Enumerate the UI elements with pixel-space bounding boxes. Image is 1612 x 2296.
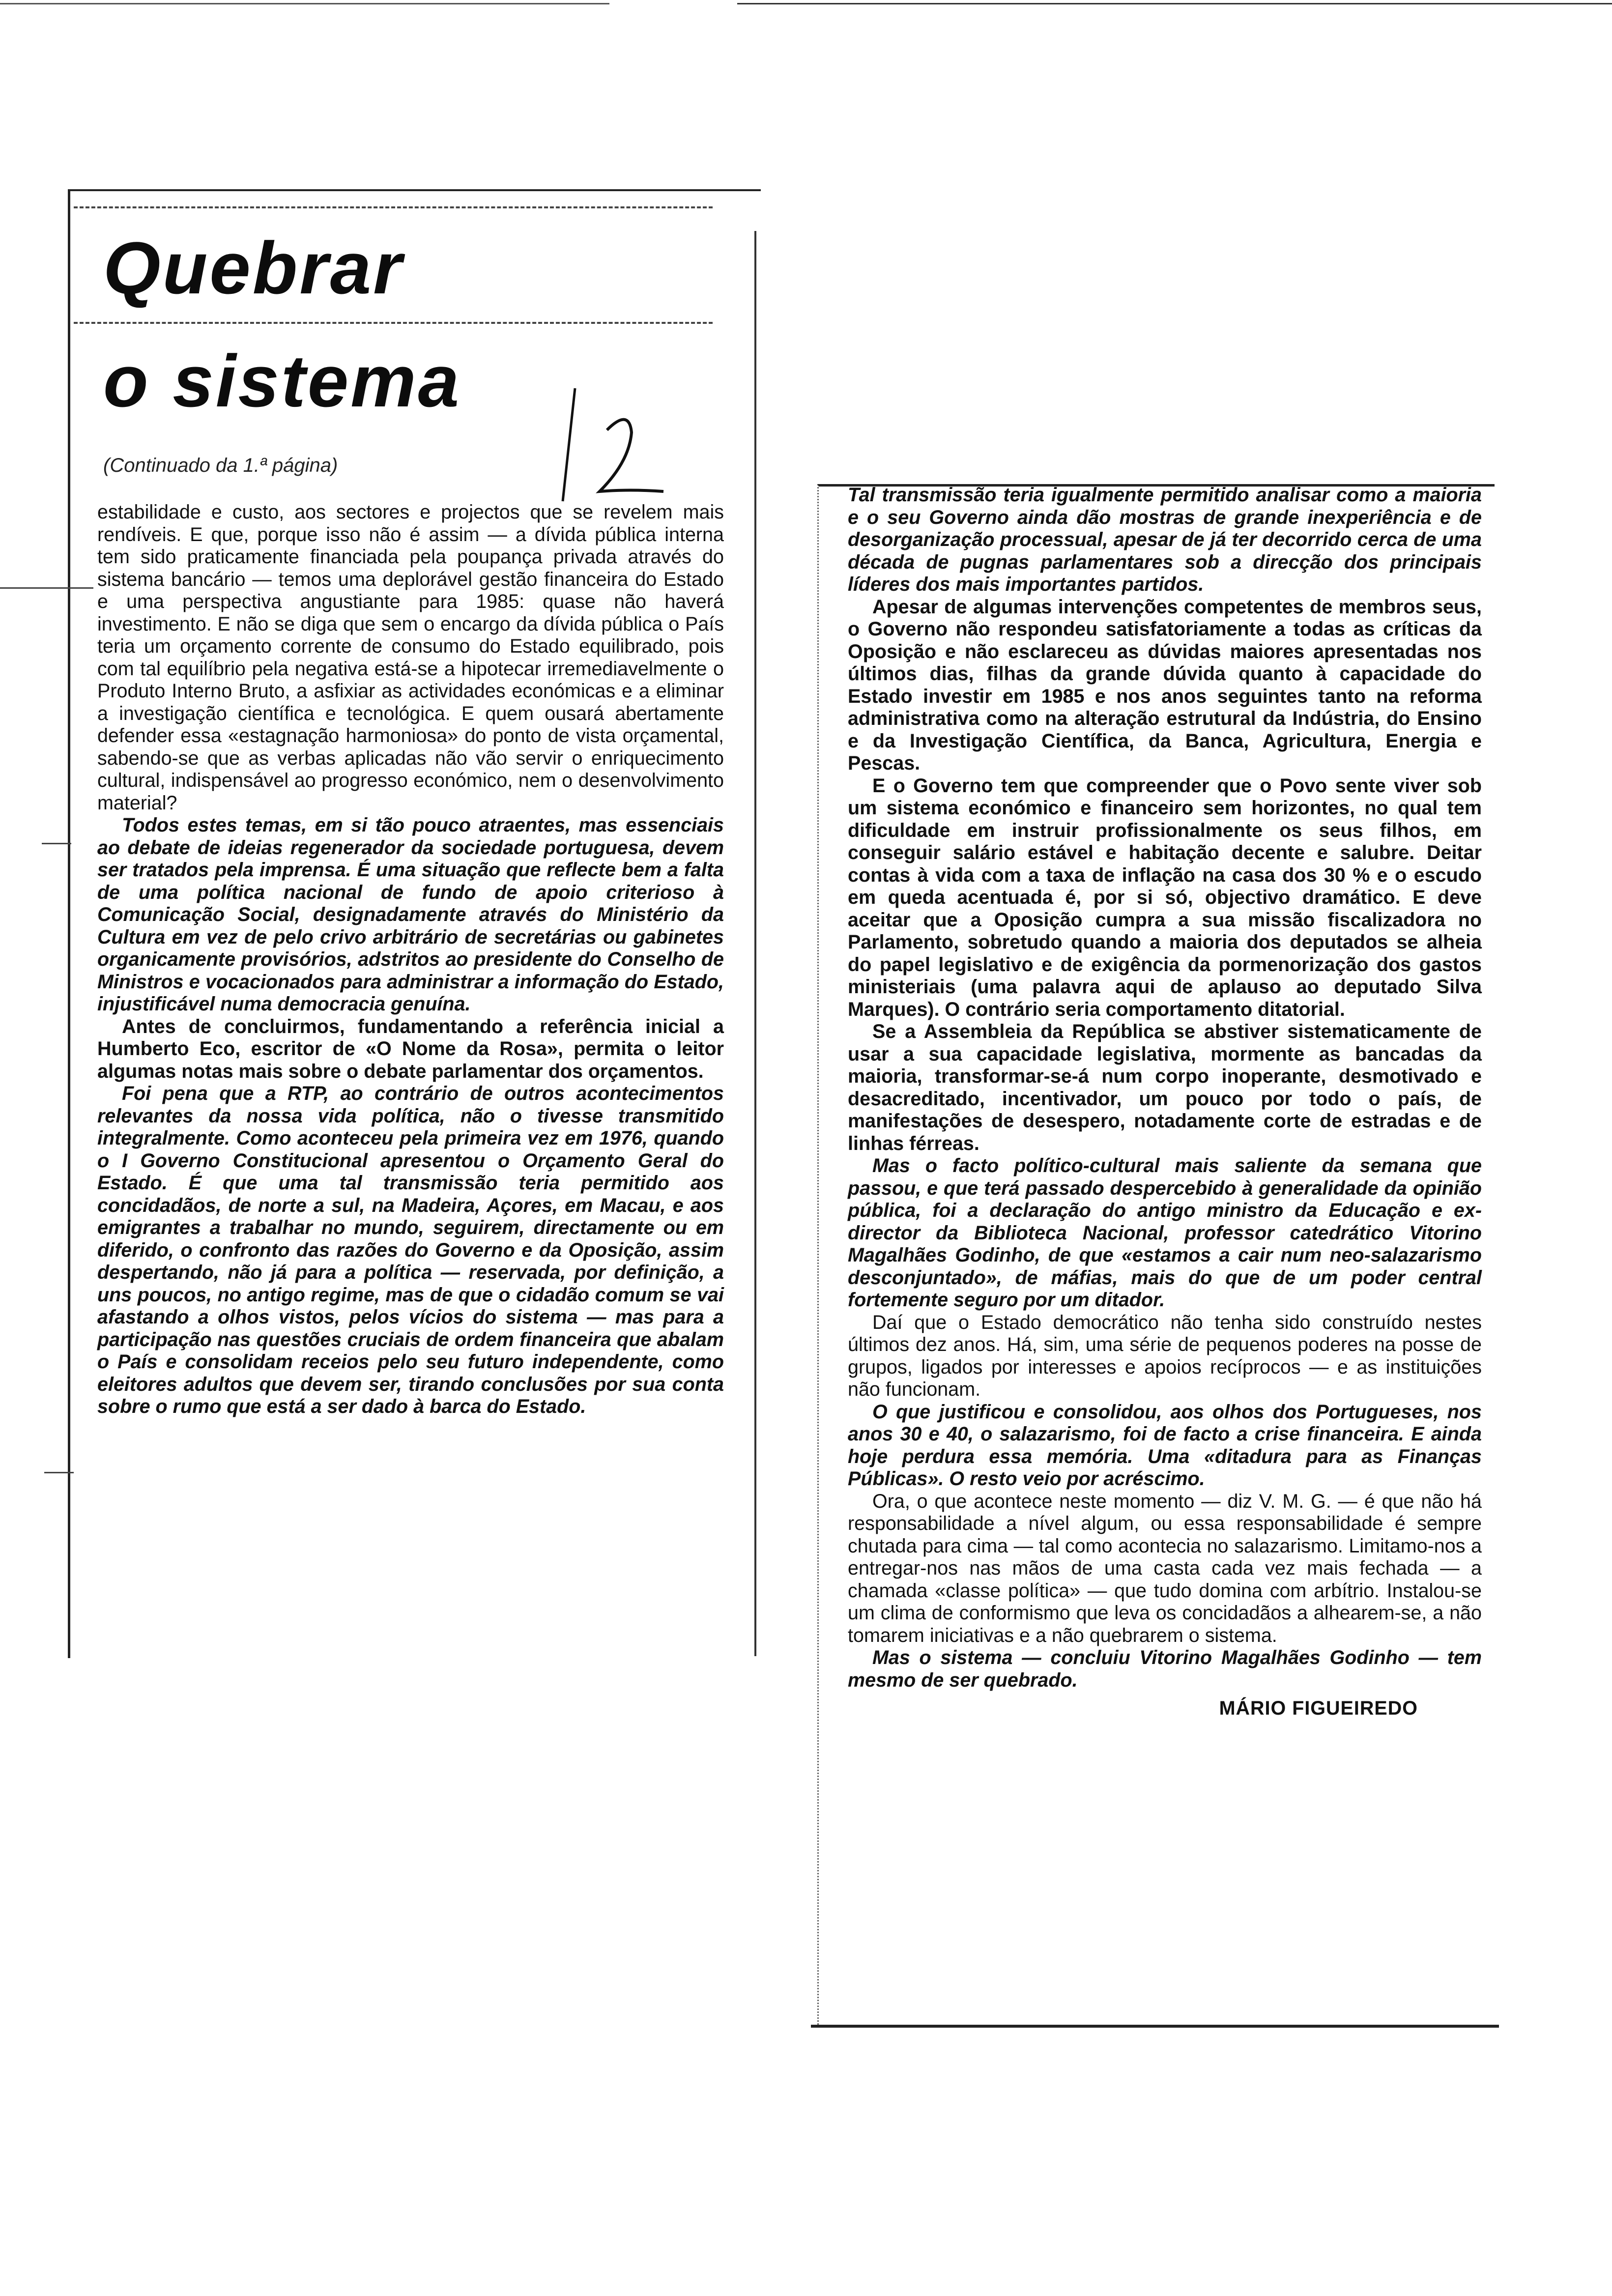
paragraph: Apesar de algumas intervenções competentes de membros seus, o Governo não respondeu satisfatoriamente a todas as críticas da Oposição e não esclareceu as dúvidas maiores apresentadas nos últimos dias, filhas da grande dúvida quanto à capacidade do Estado investir em 1985 e nos anos seguintes tanto na reforma administrativa como na alteração estrutural da Indústria, do Ensino e da Investigação Científica, da Banca, Agricultura, Energia e Pescas. [848, 596, 1482, 774]
right-article-column [848, 484, 1482, 1720]
right-clipping-bottom-rule [811, 2025, 1499, 2028]
paragraph: Mas o sistema — concluiu Vitorino Magalhães Godinho — tem mesmo de ser quebrado. [848, 1647, 1482, 1691]
paragraph: Antes de concluirmos, fundamentando a referência inicial a Humberto Eco, escritor de «O Nome da Rosa», permita o leitor algumas notas mais sobre o debate parlamentar dos orçamentos. [97, 1015, 724, 1082]
scan-top-rule-left [0, 3, 609, 4]
paragraph: O que justificou e consolidou, aos olhos dos Portugueses, nos anos 30 e 40, o salazarismo, foi de facto a crise financeira. E ainda hoje perdura essa memória. Uma «ditadura para as Finanças Públicas». O resto veio por acréscimo. [848, 1401, 1482, 1490]
paragraph: estabilidade e custo, aos sectores e projectos que se revelem mais rendíveis. E que, porque isso não é assim — a dívida pública interna tem sido praticamente financiada pela poupança privada através do sistema bancário — temos uma deplorável gestão financeira do Estado e uma perspectiva angustiante para 1985: quase não haverá investimento. E não se diga que sem o encargo da dívida pública o País teria um orçamento corrente de consumo do Estado equilibrado, pois com tal equilíbrio pela negativa está-se a hipotecar irremediavelmente o Produto Interno Bruto, a asfixiar as actividades económicas e a eliminar a investigação científica e tecnológica. E quem ousará abertamente defender essa «estagnação harmoniosa» do ponto de vista orçamental, sabendo-se que as verbas aplicadas não vão servir o enriquecimento cultural, indispensável ao progresso económico, nem o desenvolvimento material? [97, 501, 724, 814]
margin-mark [42, 843, 71, 844]
left-article-column [97, 501, 724, 1418]
clipping-dotted-rule [74, 206, 713, 208]
paragraph: Tal transmissão teria igualmente permitido analisar como a maioria e o seu Governo ainda dão mostras de grande inexperiência e de desorganização processual, apesar de já ter decorrido cerca de uma década de pugnas parlamentares sob a direcção dos principais líderes dos mais importantes partidos. [848, 484, 1482, 595]
clipping-dotted-rule [74, 322, 713, 324]
headline-line-2: o sistema [103, 340, 461, 422]
headline-line-1: Quebrar [103, 227, 404, 309]
paragraph: Daí que o Estado democrático não tenha sido construído nestes últimos dez anos. Há, sim, uma série de pequenos poderes na posse de grupos, ligados por interesses e apoios recíprocos — e as instituições não funcionam. [848, 1311, 1482, 1400]
margin-mark [44, 1472, 74, 1473]
paragraph: Todos estes temas, em si tão pouco atraentes, mas essenciais ao debate de ideias regenerador da sociedade portuguesa, devem ser tratados pela imprensa. É uma situação que reflecte bem a falta de uma política nacional de fundo de apoio criterioso à Comunicação Social, designadamente através do Ministério da Cultura em vez de pelo crivo arbitrário de secretárias ou gabinetes organicamente provisórios, adstritos ao presidente do Conselho de Ministros e vocacionados para administrar a informação do Estado, injustificável numa democracia genuína. [97, 814, 724, 1015]
handwritten-page-mark [560, 378, 688, 511]
paragraph: Se a Assembleia da República se abstiver sistematicamente de usar a sua capacidade legislativa, mormente as bancadas da maioria, transformar-se-á num corpo inoperante, desmotivado e desacreditado, incentivador, um pouco por todo o país, de manifestações de desespero, notadamente corte de estradas e de linhas férreas. [848, 1021, 1482, 1154]
margin-mark [0, 587, 93, 589]
paragraph: Foi pena que a RTP, ao contrário de outros acontecimentos relevantes da nossa vida política, não o tivesse transmitido integralmente. Como aconteceu pela primeira vez em 1976, quando o I Governo Constitucional apresentou o Orçamento Geral do Estado. É que uma tal transmissão teria permitido aos concidadãos, de norte a sul, na Madeira, Açores, em Macau, e aos emigrantes a trabalhar no mundo, seguirem, directamente ou em diferido, o confronto das razões do Governo e da Oposição, assim despertando, não já para a política — reservada, por definição, a uns poucos, no antigo regime, mas de que o cidadão comum se vai afastando a olhos vistos, pelos vícios do sistema — mas para a participação nas questões cruciais de ordem financeira que abalam o País e consolidam receios pelo seu futuro independente, como eleitores adultos que devem ser, tirando conclusões por sua conta sobre o rumo que está a ser dado à barca do Estado. [97, 1083, 724, 1417]
paragraph: Mas o facto político-cultural mais saliente da semana que passou, e que terá passado despercebido à generalidade da opinião pública, foi a declaração do antigo ministro da Educação e ex-director da Biblioteca Nacional, professor catedrático Vitorino Magalhães Godinho, de que «estamos a cair num neo-salazarismo desconjuntado», de máfias, mais do que de um poder central fortemente seguro por um ditador. [848, 1155, 1482, 1311]
continuation-note: (Continuado da 1.ª página) [103, 455, 338, 476]
author-signature: MÁRIO FIGUEIREDO [1219, 1697, 1418, 1719]
left-clipping-right-edge [754, 231, 756, 1656]
paragraph: E o Governo tem que compreender que o Povo sente viver sob um sistema económico e financeiro sem horizontes, no qual tem dificuldade em instruir profissionalmente os seus filhos, em conseguir salário estável e habitação decente e salubre. Deitar contas à vida com a taxa de inflação na casa dos 30 % e o escudo em queda acentuada é, por si só, objectivo dramático. E deve aceitar que a Oposição cumpra a sua missão fiscalizadora no Parlamento, sobretudo quando a maioria dos deputados se alheia do papel legislativo e de exigência da pormenorização dos gastos ministeriais (uma palavra aqui de aplauso ao deputado Silva Marques). O contrário seria comportamento ditatorial. [848, 775, 1482, 1020]
scan-top-rule [737, 3, 1612, 4]
paragraph: Ora, o que acontece neste momento — diz V. M. G. — é que não há responsabilidade a nível algum, ou essa responsabilidade é sempre chutada para cima — tal como acontecia no salazarismo. Limitamo-nos a entregar-nos nas mãos de uma casta cada vez mais fechada — a chamada «classe política» — que tudo domina com arbítrio. Instalou-se um clima de conformismo que leva os concidadãos a alhearem-se, a não tomarem iniciativas e a não quebrarem o sistema. [848, 1490, 1482, 1646]
